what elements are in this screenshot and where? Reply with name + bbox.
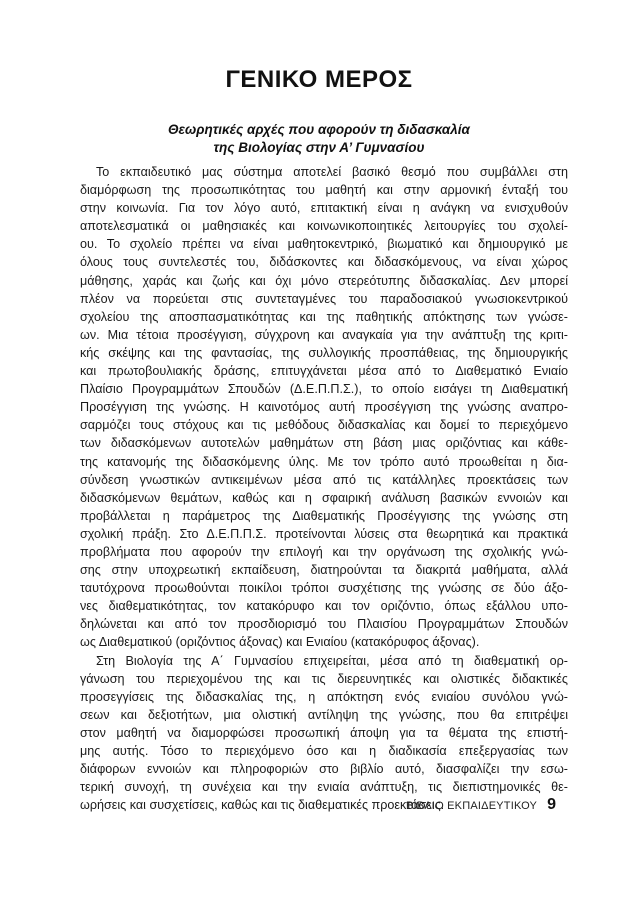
body-line: διδασκόμενων θεμάτων, καθώς και η σφαιρική ανάλυση βασικών εννοιών και — [80, 490, 568, 505]
body-line: Το εκπαιδευτικό μας σύστημα αποτελεί βασικό θεσμό που συμβάλλει στη — [96, 165, 568, 179]
page-subtitle — [0, 121, 638, 157]
page-footer — [406, 796, 556, 814]
body-line: της κατανομής της διδασκόμενης ύλης. Με τον τρόπο αυτό προωθείται η δια- — [80, 454, 568, 469]
body-line: αποτελεσματικά οι μαθησιακές και κοινωνικοποιητικές λειτουργίες του σχολεί- — [80, 219, 568, 234]
body-line: σχολική πράξη. Στο Δ.Ε.Π.Π.Σ. προτείνονται λύσεις στα θεωρητικά και πρακτικά — [80, 526, 568, 541]
body-line: σχολείου της αποσπασματικότητας και της παθητικής απόκτησης των γνώσε- — [80, 309, 568, 324]
body-line: κής σκέψης και της φαντασίας, της συλλογικής προσπάθειας, της δημιουργικής — [80, 345, 568, 360]
body-line: μης αυτής. Τόσο το περιεχόμενο όσο και η διαδικασία επεξεργασίας των — [80, 744, 568, 758]
body-line: ταυτόχρονα προωθούνται ποικίλοι τρόποι συσχέτισης της γνώσης σε δύο άξο- — [80, 581, 568, 596]
body-line: όλους τους συντελεστές του, διδάσκοντες και διδασκόμενους, να είναι χώρος — [80, 255, 568, 270]
body-line: προσεγγίσεις της διδασκαλίας της, η απόκτηση ενός ενιαίου συνόλου γνώ- — [80, 689, 568, 704]
body-line: σης στην υποχρεωτική εκπαίδευση, διατηρούνται τα διακριτά μαθήματα, αλλά — [80, 563, 568, 578]
body-text — [80, 163, 568, 814]
body-line: στην κοινωνία. Για τον λόγο αυτό, επιτακτική είναι η ανάγκη να ενισχυθούν — [80, 201, 568, 216]
page-number: 9 — [547, 796, 556, 813]
body-line: και πρωτοβουλιακής δράσης, επιτυγχάνεται μέσα από το Διαθεματικό Ενιαίο — [80, 364, 568, 379]
body-line: Στη Βιολογία της Α΄ Γυμνασίου επιχειρείται, μέσα από τη διαθεματική ορ- — [96, 653, 568, 668]
body-line: στον μαθητή να διαμορφώσει προσωπική άποψη για τα θέματα της επιστή- — [80, 725, 568, 740]
body-line: γάνωση του περιεχομένου της και τις διερευνητικές και ολιστικές διδακτικές — [80, 671, 568, 686]
subtitle-line-2: της Βιολογίας στην Α’ Γυμνασίου — [213, 140, 425, 155]
subtitle-line-1: Θεωρητικές αρχές που αφορούν τη διδασκαλία — [168, 122, 470, 137]
body-line: διαμόρφωση της προσωπικότητας του μαθητή και στην αρμονική ένταξή του — [80, 183, 568, 198]
body-line: διάφορων εννοιών και πληροφοριών στο βιβλίο αυτό, διασφαλίζει την εσω- — [80, 762, 568, 777]
body-line: ως Διαθεματικού (οριζόντιος άξονας) και Ενιαίου (κατακόρυφος άξονας). — [80, 635, 480, 650]
body-line: προβάλλεται η παράμετρος της Διαθεματικής Προσέγγισης της γνώσης στη — [80, 508, 568, 523]
body-line: ου. Το σχολείο πρέπει να είναι μαθητοκεντρικό, βιωματικό και δημιουργικό με — [80, 237, 568, 252]
body-line: σεων και δεξιοτήτων, μια ολιστική αντίληψη της γνώσης, που θα επιτρέψει — [80, 707, 568, 722]
body-line: σαρμόζει τους στόχους και τις μεθόδους διδασκαλίας και δομεί το περιεχόμενο — [80, 418, 568, 433]
body-line: ωρήσεις και συσχετίσεις, καθώς και τις διαθεματικές προεκτάσεις. — [80, 798, 445, 813]
body-line: πλέον να πορεύεται στις συντεταγμένες του παραδοσιακού γνωσιοκεντρικού — [80, 291, 568, 306]
body-line: μάθησης, χαράς και ζωής και όχι μόνο στερεότυπης διδασκαλίας. Δεν μπορεί — [80, 273, 568, 288]
body-line: δηλώνεται και από τον προσδιορισμό του Πλαισίου Προγραμμάτων Σπουδών — [80, 617, 568, 632]
body-line: σύνδεση γνωστικών αντικειμένων μέσα από τις κατάλληλες προεκτάσεις των — [80, 472, 568, 487]
body-line: προβλήματα που αφορούν την επιλογή και την οργάνωση της σχολικής γνώ- — [80, 544, 568, 559]
page-title: ΓΕΝΙΚΟ ΜΕΡΟΣ — [225, 66, 413, 93]
body-line: Πλαίσιο Προγραμμάτων Σπουδών (Δ.Ε.Π.Π.Σ.), το οποίο εισάγει τη Διαθεματική — [80, 382, 568, 397]
body-line: νες διαθεματικότητας, τον κατακόρυφο και τον οριζόντιο, όπως εξάλλου υπο- — [80, 599, 568, 614]
body-line: Προσέγγιση της γνώσης. Η καινοτόμος αυτή προσέγγιση της γνώσης αναπρο- — [80, 400, 568, 415]
body-line: ων. Μια τέτοια προσέγγιση, σύγχρονη και αναγκαία για την ανάπτυξη της κριτι- — [80, 327, 568, 342]
body-line: τερική συνοχή, τη συνέχεια και την ενιαία ανάπτυξη, τις διεπιστημονικές θε- — [80, 780, 568, 795]
footer-label: ΒΙΒΛΙΟ ΕΚΠΑΙΔΕΥΤΙΚΟΥ — [406, 800, 538, 812]
body-line: των διδασκόμενων αυτοτελών μαθημάτων στη βάση μιας οριζόντιας και κάθε- — [80, 436, 568, 451]
